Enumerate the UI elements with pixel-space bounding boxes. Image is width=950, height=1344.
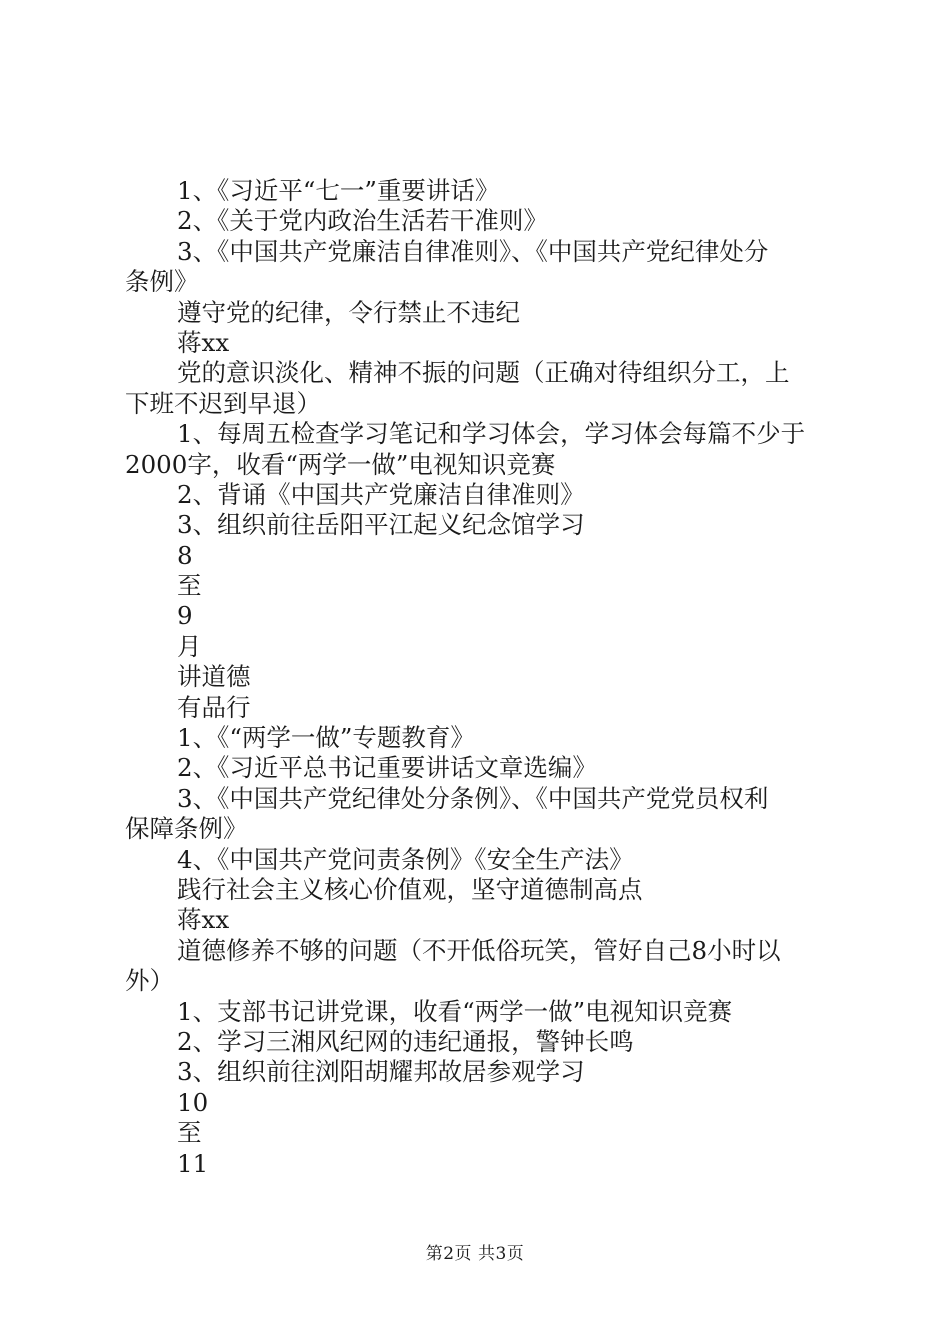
text-line: 2、《关于党内政治生活若干准则》	[177, 206, 548, 236]
text-line: 1、《习近平“七一”重要讲话》	[177, 176, 500, 205]
document-body	[125, 176, 835, 1179]
text-line: 2、《习近平总书记重要讲话文章选编》	[177, 753, 597, 783]
text-line: 党的意识淡化、精神不振的问题（正确对待组织分工，上	[177, 358, 790, 388]
text-line: 3、《中国共产党纪律处分条例》、《中国共产党党员权利	[177, 783, 769, 813]
text-line: 保障条例》	[125, 814, 248, 844]
text-line: 月	[177, 631, 202, 661]
text-line: 1、支部书记讲党课，收看“两学一做”电视知识竞赛	[177, 996, 733, 1026]
text-line: 1、《“两学一做”专题教育》	[177, 723, 475, 753]
text-line: 10	[177, 1087, 209, 1117]
page-number-footer: 第2页 共3页	[425, 1244, 525, 1264]
text-line: 3、组织前往浏阳胡耀邦故居参观学习	[177, 1057, 585, 1087]
text-line: 遵守党的纪律，令行禁止不违纪	[177, 297, 520, 327]
text-line: 条例》	[125, 267, 199, 297]
text-line: 11	[177, 1148, 209, 1178]
text-line: 2000字，收看“两学一做”电视知识竞赛	[125, 449, 556, 479]
text-line: 3、组织前往岳阳平江起义纪念馆学习	[177, 510, 585, 540]
text-line: 1、每周五检查学习笔记和学习体会，学习体会每篇不少于	[177, 419, 806, 449]
text-line: 蒋xx	[177, 327, 230, 357]
text-line: 4、《中国共产党问责条例》《安全生产法》	[177, 844, 634, 874]
text-line: 8	[177, 540, 193, 570]
text-line: 道德修养不够的问题（不开低俗玩笑，管好自己8小时以	[177, 935, 781, 965]
text-line: 有品行	[177, 692, 251, 722]
text-line: 9	[177, 601, 193, 631]
text-line: 下班不迟到早退）	[125, 388, 321, 418]
text-line: 讲道德	[177, 662, 251, 692]
text-line: 2、学习三湘风纪网的违纪通报，警钟长鸣	[177, 1026, 634, 1056]
text-line: 外）	[125, 966, 174, 996]
text-line: 2、背诵《中国共产党廉洁自律准则》	[177, 479, 585, 509]
text-line: 3、《中国共产党廉洁自律准则》、《中国共产党纪律处分	[177, 236, 769, 266]
text-line: 践行社会主义核心价值观，坚守道德制高点	[177, 874, 643, 904]
text-line: 至	[177, 1118, 202, 1148]
text-line: 蒋xx	[177, 905, 230, 935]
text-line: 至	[177, 571, 202, 601]
